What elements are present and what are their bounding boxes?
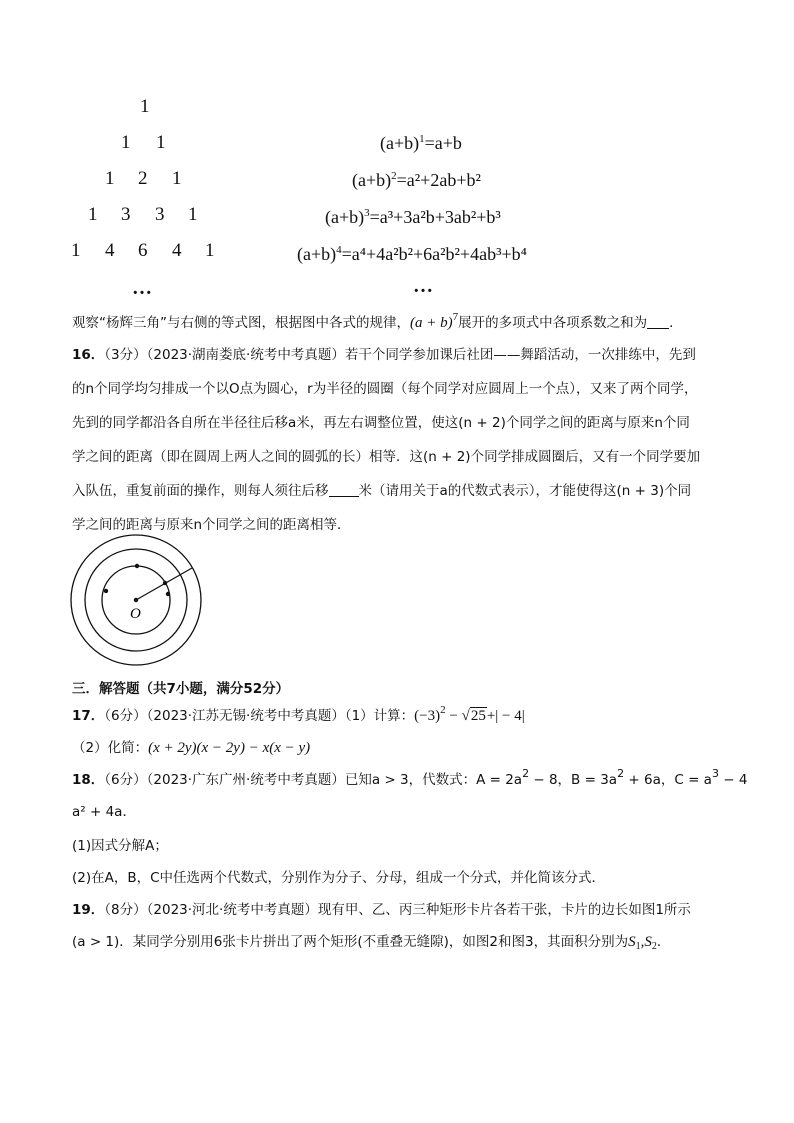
q16-line-2: 的n个同学均匀排成一个以O点为圆心，r为半径的圆圈（每个同学对应圆周上一个点），又来了两个同学， [72, 381, 698, 397]
q16-line-4: 学之间的距离（即在圆周上两人之间的圆弧的长）相等．这(n + 2)个同学排成圆圈后，又有一个同学要加 [72, 449, 701, 465]
tri-r5-c4: 4 [172, 240, 182, 261]
q18-sub-1: (1)因式分解A； [72, 838, 168, 854]
tri-r3-c2: 2 [138, 168, 148, 189]
center-point [134, 598, 138, 602]
tri-r4-c4: 1 [188, 204, 198, 225]
q18-line-2: a² + 4a． [72, 804, 136, 820]
concentric-circles-figure [68, 534, 208, 668]
q16-line-5: 入队伍，重复前面的操作，则每人须往后移 米（请用关于a的代数式表示），才能使得这(n + 3)个同 [72, 483, 692, 499]
tri-r1-c1: 1 [140, 96, 150, 117]
tri-r4-c2: 3 [121, 204, 131, 225]
q16-line-1: 16．（3分）（2023·湖南娄底·统考中考真题）若干个同学参加课后社团——舞蹈活动，一次排练中，先到 [72, 347, 696, 363]
q17-line-2: （2）化简：(x + 2y)(x − 2y) − x(x − y) [72, 740, 311, 756]
section-3-title: 三．解答题（共7小题，满分52分） [72, 681, 290, 697]
equation-1: $(a+b)^1=a+b$ [380, 133, 462, 153]
tri-r2-c2: 1 [156, 132, 166, 153]
point-inner [163, 581, 167, 585]
equation-2: $(a+b)^2=a^2+2ab+b^2$ [352, 170, 481, 190]
q18-line-1: 18．（6分）（2023·广东广州·统考中考真题）已知a > 3，代数式：$A = 2a^2 - 8$，$B = 3a^2 + 6a$，$C = a^3 - 4$ [72, 767, 748, 788]
tri-r3-c3: 1 [172, 168, 182, 189]
tri-r5-c3: 6 [138, 240, 148, 261]
q16-answer-blank [329, 482, 359, 497]
point-top [135, 564, 139, 568]
q16-line-3: 先到的同学都沿各自所在半径往后移a米，再左右调整位置，使这(n + 2)个同学之间的距离与原来n个同 [72, 415, 690, 431]
tri-r4-c1: 1 [88, 204, 98, 225]
tri-ellipsis: … [132, 277, 152, 299]
q19-line-2: (a > 1)．某同学分别用6张卡片拼出了两个矩形(不重叠无缝隙)，如图2和图3，其面积分别为$S_1,S_2$． [72, 934, 671, 952]
equation-ellipsis: … [413, 275, 433, 297]
tri-r3-c1: 1 [105, 168, 115, 189]
tri-r5-c1: 1 [71, 240, 81, 261]
tri-r4-c3: 3 [155, 204, 165, 225]
q17-line-1: 17．（6分）（2023·江苏无锡·统考中考真题）（1）计算：$(-3)^2 - √25+| - 4|$ [72, 704, 525, 724]
tri-r5-c2: 4 [105, 240, 115, 261]
q16-line-6: 学之间的距离与原来n个同学之间的距离相等． [72, 517, 351, 533]
equation-3: $(a+b)^3=a^3+3a^2b+3ab^2+b^3$ [325, 207, 501, 227]
q15-question: 观察“杨辉三角”与右侧的等式图，根据图中各式的规律，$(a + b)^7$展开的多项式中各项系数之和为 ． [72, 311, 683, 331]
center-label: O [130, 606, 141, 622]
point-left [104, 589, 108, 593]
tri-r2-c1: 1 [121, 132, 131, 153]
equation-4: $(a+b)^4=a^4+4a^2b^2+6a^2b^2+4ab^3+b^4$ [297, 244, 527, 264]
q18-sub-2: (2)在A，B，C中任选两个代数式，分别作为分子、分母，组成一个分式，并化简该分式． [72, 870, 606, 886]
q15-answer-blank [647, 314, 669, 329]
q19-line-1: 19．（8分）（2023·河北·统考中考真题）现有甲、乙、丙三种矩形卡片各若干张，卡片的边长如图1所示 [72, 902, 691, 918]
tri-r5-c5: 1 [205, 240, 215, 261]
point-right [166, 592, 170, 596]
